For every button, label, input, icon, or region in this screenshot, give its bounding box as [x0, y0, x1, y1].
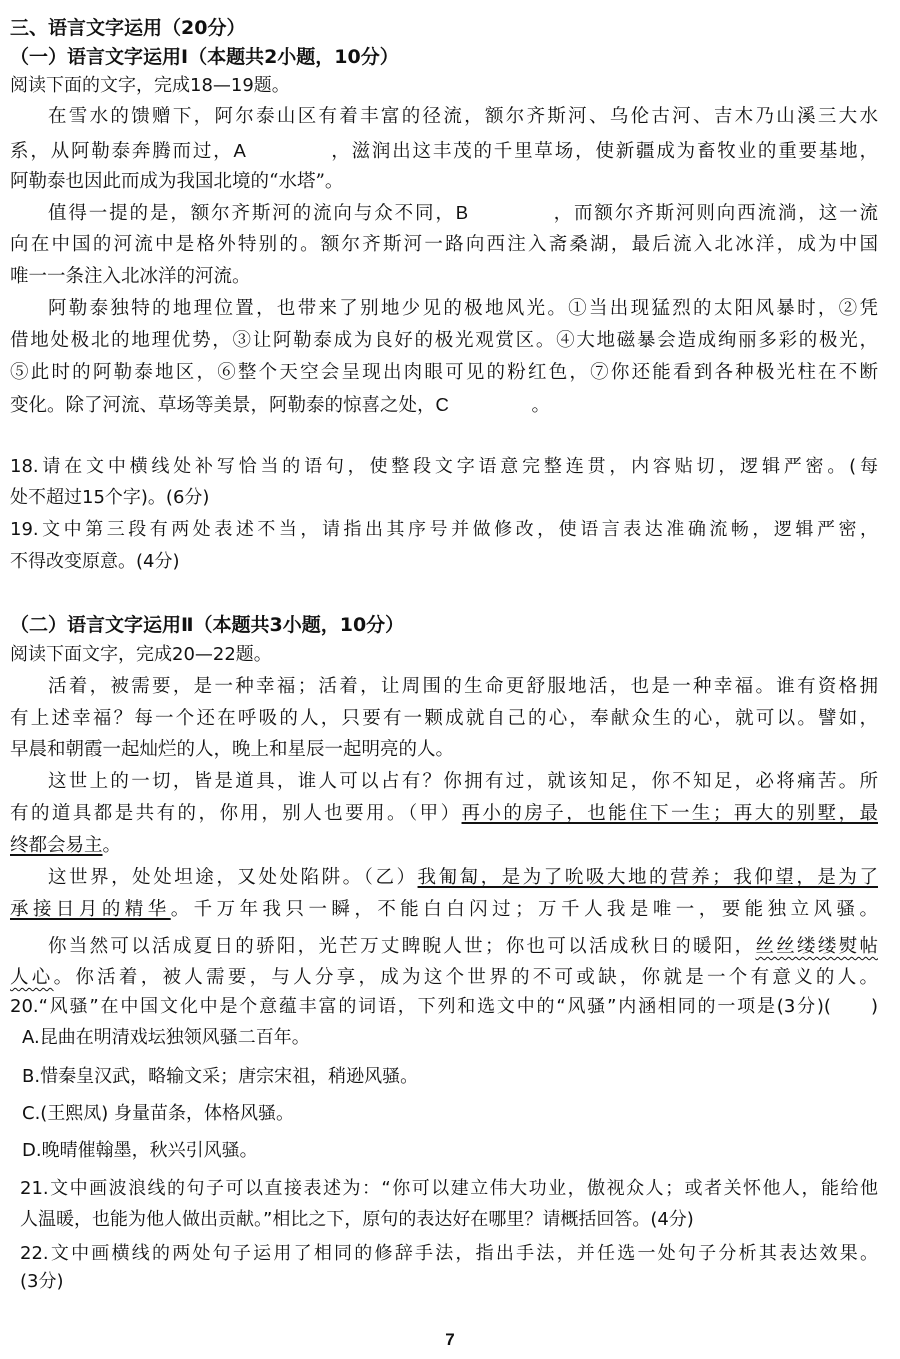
p2-para4-line2: [10, 964, 878, 992]
part1-instruction: 阅读下面的文字，完成18—19题。: [10, 75, 290, 96]
underlined-sentence-yi-part2: 承接日月的精华: [10, 899, 171, 920]
q19-line2: 不得改变原意。(4分): [10, 551, 180, 572]
p2-para2-line2: [10, 800, 878, 828]
q20-option-a: A.昆曲在明清戏坛独领风骚二百年。: [22, 1027, 310, 1048]
underlined-sentence-jia-part2: 终都会易主: [10, 835, 103, 856]
p1-para3-line4-post: 。: [531, 395, 551, 416]
p1-para1-line3: 阿勒泰也因此而成为我国北境的“水塔”。: [10, 171, 344, 192]
p2-para2-line1: 这世上的一切，皆是道具，谁人可以占有？你拥有过，就该知足，你不知足，必将痛苦。所: [48, 771, 878, 792]
p1-para2-line1-pre: 值得一提的是，额尔齐斯河的流向与众不同，: [48, 203, 456, 224]
p1-para2-line1-post: ，而额尔齐斯河则向西流淌，这一流: [551, 203, 878, 224]
section-heading: 三、语言文字运用（20分）: [10, 17, 246, 39]
q20-stem: [10, 993, 878, 1021]
blank-a: A: [233, 137, 329, 165]
p2-para3-line1-pre: 这世界，处处坦途，又处处陷阱。（乙）: [48, 867, 418, 888]
p1-para3-line2: 借地处极北的地理优势，③让阿勒泰成为良好的极光观赏区。④大地磁暴会造成绚丽多彩的极光，: [10, 330, 878, 351]
p2-para3-line2: [10, 896, 878, 924]
part2-instruction: 阅读下面文字，完成20—22题。: [10, 644, 272, 665]
p1-para2-line2: 向在中国的河流中是格外特别的。额尔齐斯河一路向西注入斋桑湖，最后流入北冰洋，成为中国: [10, 234, 878, 255]
p1-para1-line2-post: ，滋润出这丰茂的千里草场，使新疆成为畜牧业的重要基地，: [329, 141, 878, 162]
p1-para1-line2: [10, 137, 878, 165]
q20-stem-end: ): [870, 996, 878, 1017]
p2-para4-line1: [48, 933, 878, 961]
q22-line1: 22.文中画横线的两处句子运用了相同的修辞手法，指出手法，并任选一处句子分析其表达效果。: [20, 1243, 878, 1264]
part1-heading: （一）语言文字运用Ⅰ（本题共2小题，10分）: [10, 46, 399, 68]
part2-heading: （二）语言文字运用Ⅱ（本题共3小题，10分）: [10, 614, 405, 636]
p2-para3-line1: [48, 864, 878, 892]
q18-line2: 处不超过15个字)。(6分): [10, 487, 210, 508]
p1-para3-line4-pre: 变化。除了河流、草场等美景，阿勒泰的惊喜之处，: [10, 395, 436, 416]
q21-line1: 21.文中画波浪线的句子可以直接表述为：“你可以建立伟大功业，傲视众人；或者关怀他人，能给他: [20, 1178, 878, 1199]
p2-para4-line1-pre: 你当然可以活成夏日的骄阳，光芒万丈睥睨人世；你也可以活成秋日的暖阳，: [48, 936, 756, 957]
page-number: 7: [445, 1330, 455, 1349]
p2-para4-line2-post: 。你活着，被人需要，与人分享，成为这个世界的不可或缺，你就是一个有意义的人。: [53, 967, 878, 988]
blank-c: C: [436, 391, 532, 419]
q20-option-b: B.惜秦皇汉武，略输文采；唐宗宋祖，稍逊风骚。: [22, 1066, 419, 1087]
underlined-sentence-yi-part1: 我匍匐，是为了吮吸大地的营养；我仰望，是为了: [417, 867, 878, 888]
p1-para1-line1: 在雪水的馈赠下，阿尔泰山区有着丰富的径流，额尔齐斯河、乌伦古河、吉木乃山溪三大水: [48, 106, 878, 127]
p1-para1-line2-pre: 系，从阿勒泰奔腾而过，: [10, 141, 234, 162]
p2-para1-line3: 早晨和朝霞一起灿烂的人，晚上和星辰一起明亮的人。: [10, 739, 455, 760]
p1-para2-line1: [48, 199, 878, 227]
p2-para2-line3: [10, 832, 878, 860]
p1-para3-line1: 阿勒泰独特的地理位置，也带来了别地少见的极地风光。①当出现猛烈的太阳风暴时，②凭: [48, 298, 878, 319]
blank-b: B: [456, 199, 552, 227]
p2-para3-line2-post: 。千万年我只一瞬，不能白白闪过；万千人我是唯一，要能独立风骚。: [170, 899, 878, 920]
q20-stem-text: 20.“风骚”在中国文化中是个意蕴丰富的词语，下列和选文中的“风骚”内涵相同的一项是(3分)(: [10, 996, 831, 1017]
p2-para2-line3-post: 。: [102, 835, 122, 856]
underlined-sentence-jia-part1: 再小的房子，也能住下一生；再大的别墅，最: [461, 803, 878, 824]
p1-para3-line4: [10, 391, 878, 419]
wavy-sentence-part1: 丝丝缕缕熨帖: [755, 936, 878, 957]
p2-para1-line1: 活着，被需要，是一种幸福；活着，让周围的生命更舒服地活，也是一种幸福。谁有资格拥: [48, 676, 878, 697]
p2-para1-line2: 有上述幸福？每一个还在呼吸的人，只要有一颗成就自己的心，奉献众生的心，就可以。譬如，: [10, 708, 878, 729]
p1-para2-line3: 唯一一条注入北冰洋的河流。: [10, 266, 251, 287]
p2-para2-line2-pre: 有的道具都是共有的，你用，别人也要用。（甲）: [10, 803, 462, 824]
q21-line2: 人温暖，也能为他人做出贡献。”相比之下，原句的表达好在哪里？请概括回答。(4分): [20, 1209, 694, 1230]
q22-line2: (3分): [20, 1271, 64, 1292]
q20-option-d: D.晚晴催翰墨，秋兴引风骚。: [22, 1140, 258, 1161]
p1-para3-line3: ⑤此时的阿勒泰地区，⑥整个天空会呈现出肉眼可见的粉红色，⑦你还能看到各种极光柱在不断: [10, 362, 878, 383]
wavy-sentence-part2: 人心: [10, 967, 54, 988]
q18-line1: 18.请在文中横线处补写恰当的语句，使整段文字语意完整连贯，内容贴切，逻辑严密。(每: [10, 456, 878, 477]
q19-line1: 19.文中第三段有两处表述不当，请指出其序号并做修改，使语言表达准确流畅，逻辑严密，: [10, 519, 878, 540]
q20-option-c: C.(王熙凤) 身量苗条，体格风骚。: [22, 1103, 295, 1124]
